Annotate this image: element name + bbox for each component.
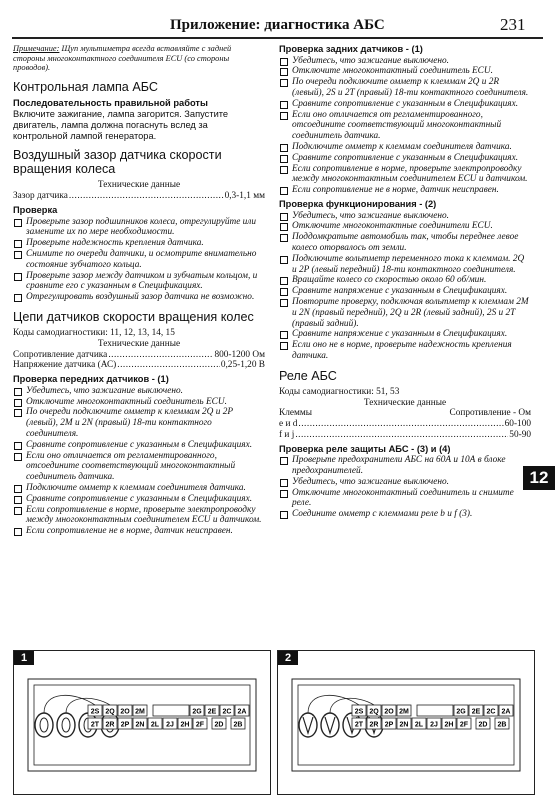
pin-label: 2T bbox=[354, 721, 364, 729]
front-check-heading: Проверка передних датчиков - (1) bbox=[13, 374, 169, 385]
relay-codes: Коды самодиагностики: 51, 53 bbox=[279, 386, 400, 397]
circuits-spec-title: Технические данные bbox=[97, 338, 181, 349]
pin-label: 2P bbox=[384, 721, 394, 729]
circuits-spec1-label: Сопротивление датчика bbox=[13, 349, 108, 360]
figure-2 bbox=[277, 650, 535, 795]
checklist-item: Повторите проверку, подключая вольтметр к клеммам 2M и 2N (правый передний), 2Q и 2R (левый задний), 2S и 2T (правый задний). bbox=[279, 297, 531, 329]
checklist-item: Отключите многоконтактный соединитель и снимите реле. bbox=[279, 488, 531, 510]
circuits-spec2-label: Напряжение датчика (АС) bbox=[13, 360, 117, 371]
pin-label: 2Q bbox=[105, 708, 115, 716]
pin-label: 2N bbox=[135, 721, 145, 729]
checklist-item: Если сопротивление не в норме, датчик неисправен. bbox=[279, 185, 531, 196]
wire-loop bbox=[57, 713, 75, 737]
checklist-item: Снимите по очереди датчики, и осмотрите внимательно состояние зубчатого кольца. bbox=[13, 249, 265, 271]
pin-label: 2Q bbox=[369, 708, 379, 716]
relay-spec-header bbox=[279, 408, 531, 419]
pin-label: 2S bbox=[90, 708, 100, 716]
pin-label: 2C bbox=[222, 708, 232, 716]
lamp-subheading: Последовательность правильной работы bbox=[13, 97, 208, 108]
checklist-item: Если оно отличается от регламентированного, отсоедините соответствующий многоконтактный соединитель датчика. bbox=[279, 110, 531, 142]
checklist-item: Если оно отличается от регламентированного, отсоедините соответствующий многоконтактный соединитель датчика. bbox=[13, 451, 265, 483]
checklist-item: Сравните сопротивление с указанным в Спецификациях. bbox=[13, 440, 265, 451]
rear-check-heading: Проверка задних датчиков - (1) bbox=[279, 44, 423, 54]
note-text: Щуп мультиметра всегда вставляйте с задней стороны многоконтактного соединителя ECU (со стороны проводов). bbox=[13, 44, 232, 72]
pin-label: 2M bbox=[399, 708, 409, 716]
relay-row2-label: f и j bbox=[279, 429, 295, 440]
checklist-item: Убедитесь, что зажигание выключено. bbox=[279, 56, 531, 67]
relay-spec-title: Технические данные bbox=[363, 397, 447, 408]
pin-label: 2E bbox=[471, 708, 481, 716]
figure-1 bbox=[13, 650, 271, 795]
checklist-item: Проверьте зазор между датчиком и зубчатым кольцом, и сравните его с указанным в Спецификациях. bbox=[13, 271, 265, 293]
front-checklist bbox=[13, 386, 265, 537]
checklist-item: Отключите многоконтактные соединители ECU. bbox=[279, 221, 531, 232]
relay-col1: Клеммы bbox=[279, 408, 312, 419]
wire-loop-inner bbox=[62, 718, 70, 732]
checklist-item: Сравните сопротивление с указанным в Спецификациях. bbox=[279, 99, 531, 110]
pin-gap bbox=[153, 705, 189, 716]
gap-heading: Воздушный зазор датчика скорости вращения колеса bbox=[13, 148, 222, 177]
pin-label: 2R bbox=[105, 721, 115, 729]
pin-label: 2B bbox=[497, 721, 507, 729]
pin-label: 2J bbox=[430, 721, 438, 729]
page-number: 231 bbox=[500, 15, 526, 34]
right-column bbox=[279, 44, 531, 520]
circuits-spec1-value: 800-1200 Ом bbox=[214, 349, 265, 360]
page-header bbox=[0, 0, 555, 36]
pin-label: 2N bbox=[399, 721, 409, 729]
note bbox=[13, 44, 265, 73]
func-checklist bbox=[279, 211, 531, 362]
checklist-item: Убедитесь, что зажигание выключено. bbox=[279, 211, 531, 222]
pin-label: 2P bbox=[120, 721, 130, 729]
figure-2-diagram bbox=[278, 651, 534, 794]
pin-label: 2A bbox=[501, 708, 511, 716]
checklist-item: Убедитесь, что зажигание выключено. bbox=[13, 386, 265, 397]
checklist-item: Если сопротивление в норме, проверьте электропроводку между многоконтактным соединителем ECU и датчиком. bbox=[13, 505, 265, 527]
checklist-item: Если сопротивление не в норме, датчик неисправен. bbox=[13, 526, 265, 537]
lamp-heading: Контрольная лампа АБС bbox=[13, 79, 158, 94]
gap-check-heading: Проверка bbox=[13, 205, 58, 216]
relay-row1-value: 60-100 bbox=[504, 419, 531, 430]
checklist-item: Проверьте предохранители АБС на 60А и 10А в блоке предохранителей. bbox=[279, 455, 531, 477]
checklist-item: Отключите многоконтактный соединитель ECU. bbox=[13, 397, 265, 408]
circuits-spec-row-1 bbox=[13, 350, 265, 361]
checklist-item: Сравните сопротивление с указанным в Спецификациях. bbox=[279, 153, 531, 164]
gap-spec-row bbox=[13, 191, 265, 202]
circuits-spec-row-2 bbox=[13, 360, 265, 371]
header-title: Приложение: диагностика АБС bbox=[170, 17, 385, 33]
figure-2-number: 2 bbox=[278, 651, 298, 665]
pin-label: 2R bbox=[369, 721, 379, 729]
checklist-item: Отрегулировать воздушный зазор датчика не возможно. bbox=[13, 292, 265, 303]
pin-label: 2B bbox=[233, 721, 243, 729]
pin-label: 2L bbox=[414, 721, 424, 729]
checklist-item: Соедините омметр с клеммами реле b и f (3). bbox=[279, 509, 531, 520]
note-label: Примечание: bbox=[13, 44, 60, 53]
lamp-text: Включите зажигание, лампа загорится. Запустите двигатель, лампа должна погаснуть вслед за контрольной лампой генератора. bbox=[13, 109, 229, 141]
checklist-item: Если сопротивление в норме, проверьте электропроводку между многоконтактным соединителем ECU и датчиком. bbox=[279, 164, 531, 186]
rear-checklist bbox=[279, 56, 531, 196]
pin-label: 2C bbox=[486, 708, 496, 716]
pin-label: 2M bbox=[135, 708, 145, 716]
circuits-spec2-value: 0,25-1,20 В bbox=[220, 360, 265, 371]
checklist-item: Отключите многоконтактный соединитель ECU. bbox=[279, 66, 531, 77]
circuits-heading: Цепи датчиков скорости вращения колес bbox=[13, 310, 254, 325]
wire-loop bbox=[35, 713, 53, 737]
checklist-item: Проверьте надежность крепления датчика. bbox=[13, 238, 265, 249]
pin-label: 2H bbox=[444, 721, 454, 729]
pin-label: 2D bbox=[478, 721, 488, 729]
checklist-item: Подключите омметр к клеммам соединителя датчика. bbox=[279, 142, 531, 153]
relay-row2-value: 50-90 bbox=[509, 429, 531, 440]
checklist-item: Подключите омметр к клеммам соединителя датчика. bbox=[13, 483, 265, 494]
probe-tip bbox=[325, 717, 335, 733]
pin-label: 2E bbox=[207, 708, 217, 716]
checklist-item: Если оно не в норме, проверьте надежность крепления датчика. bbox=[279, 340, 531, 362]
relay-spec-row-1 bbox=[279, 419, 531, 430]
probe-tip bbox=[303, 717, 313, 733]
checklist-item: По очереди подключите омметр к клеммам 2Q и 2P (левый), 2M и 2N (правый) 18-ти контактного соединителя. bbox=[13, 407, 265, 439]
pin-label: 2G bbox=[192, 708, 202, 716]
gap-spec-value: 0,3-1,1 мм bbox=[224, 191, 265, 202]
pin-label: 2T bbox=[90, 721, 100, 729]
gap-spec-label: Зазор датчика bbox=[13, 191, 68, 202]
pin-gap bbox=[417, 705, 453, 716]
left-column bbox=[13, 44, 265, 537]
pin-label: 2D bbox=[214, 721, 224, 729]
checklist-item: Сравните напряжение с указанным в Спецификациях. bbox=[279, 329, 531, 340]
pin-label: 2A bbox=[237, 708, 247, 716]
checklist-item: Убедитесь, что зажигание выключено. bbox=[279, 477, 531, 488]
pin-label: 2O bbox=[120, 708, 130, 716]
relay-checklist bbox=[279, 455, 531, 520]
relay-check-heading: Проверка реле защиты АБС - (3) и (4) bbox=[279, 443, 451, 454]
relay-col2: Сопротивление - Ом bbox=[449, 408, 531, 419]
pin-label: 2F bbox=[459, 721, 469, 729]
pin-label: 2F bbox=[195, 721, 205, 729]
pin-label: 2H bbox=[180, 721, 190, 729]
gap-checklist bbox=[13, 217, 265, 303]
checklist-item: Поддомкратьте автомобиль так, чтобы переднее левое колесо оторвалось от земли. bbox=[279, 232, 531, 254]
pin-label: 2G bbox=[456, 708, 466, 716]
checklist-item: Подключите вольтметр переменного тока к клеммам. 2Q и 2P (левый передний) 18-ти контактного соединителя. bbox=[279, 254, 531, 276]
gap-spec-title: Технические данные bbox=[97, 180, 181, 191]
header-rule bbox=[12, 37, 543, 39]
checklist-item: Вращайте колесо со скоростью около 60 об/мин. bbox=[279, 275, 531, 286]
func-check-heading: Проверка функционирования - (2) bbox=[279, 198, 437, 209]
figure-1-number: 1 bbox=[14, 651, 34, 665]
wire-loop-inner bbox=[40, 718, 48, 732]
checklist-item: Проверьте зазор подшипников колеса, отрегулируйте или замените их по мере необходимости. bbox=[13, 217, 265, 239]
circuits-codes: Коды самодиагностики: 11, 12, 13, 14, 15 bbox=[13, 328, 175, 339]
section-tab: 12 bbox=[523, 466, 555, 490]
pin-label: 2J bbox=[166, 721, 174, 729]
pin-label: 2O bbox=[384, 708, 394, 716]
checklist-item: Сравните сопротивление с указанным в Спецификациях. bbox=[13, 494, 265, 505]
checklist-item: Сравните напряжение с указанным в Спецификациях. bbox=[279, 286, 531, 297]
pin-label: 2L bbox=[150, 721, 160, 729]
checklist-item: По очереди подключите омметр к клеммам 2Q и 2R (левый), 2S и 2T (правый) 18-ти контактного соединителя. bbox=[279, 77, 531, 99]
pin-label: 2S bbox=[354, 708, 364, 716]
relay-heading: Реле АБС bbox=[279, 368, 337, 383]
figure-1-diagram bbox=[14, 651, 270, 794]
relay-row1-label: е и d bbox=[279, 419, 298, 430]
relay-spec-row-2 bbox=[279, 430, 531, 441]
